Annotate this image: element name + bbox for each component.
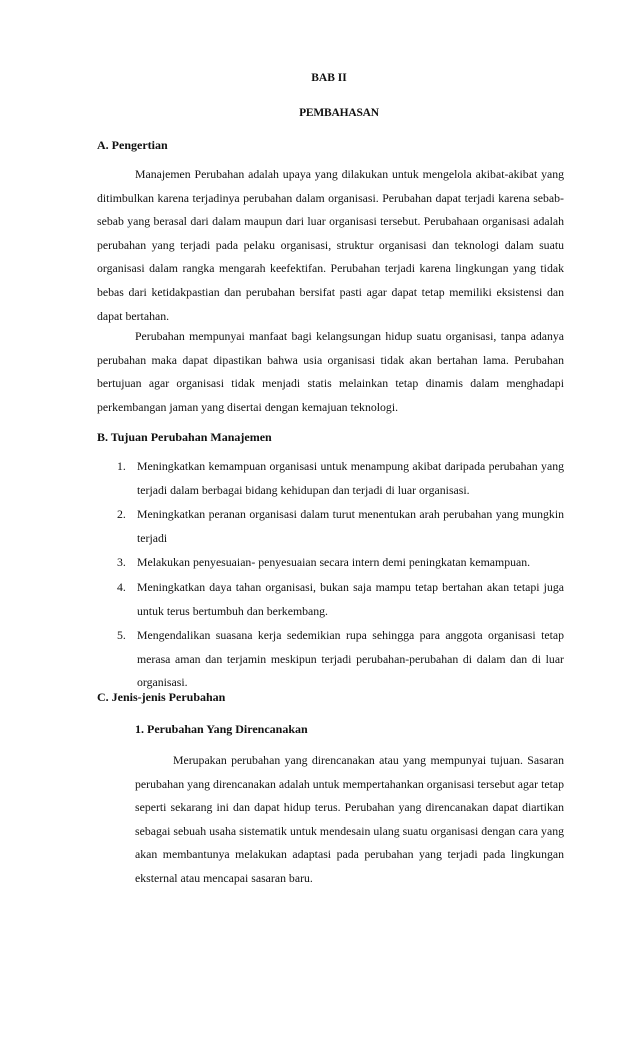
list-item-text: Meningkatkan daya tahan organisasi, bukan saja mampu tetap bertahan akan tetapi juga untuk terus bertumbuh dan berkembang. <box>137 579 564 618</box>
section-a-heading: A. Pengertian <box>97 138 168 152</box>
page-title: PEMBAHASAN <box>299 107 379 119</box>
list-item-number: 3. <box>117 555 126 570</box>
list-item-number: 2. <box>117 507 126 522</box>
list-item-number: 4. <box>117 579 126 594</box>
list-item-number: 1. <box>117 459 126 473</box>
list-item <box>97 455 564 502</box>
section-a-paragraph-1: Manajemen Perubahan adalah upaya yang dilakukan untuk mengelola akibat-akibat yang ditimbulkan karena terjadinya perubahan dalam organisasi. Perubahan dapat terjadi karena sebab-sebab yang berasal dari dalam maupun dari luar organisasi tersebut. Perubahaan organisasi adalah perubahan yang terjadi pada pelaku organisasi, struktur organisasi dan teknologi dalam suatu organisasi dalam rangka mengarah keefektifan. Perubahan terjadi karena lingkungan yang tidak bebas dari ketidakpastian dan perubahan bersifat pasti agar dapat tetap memiliki eksistensi dan dapat bertahan. <box>97 167 564 323</box>
objectives-list <box>97 455 564 696</box>
section-c-subheading-1: 1. Perubahan Yang Direncanakan <box>135 722 308 736</box>
list-item <box>97 551 564 575</box>
list-item-text: Meningkatkan peranan organisasi dalam turut menentukan arah perubahan yang mungkin terjadi <box>137 507 564 545</box>
list-item <box>97 503 564 550</box>
section-c-paragraph-1: Merupakan perubahan yang direncanakan atau yang mempunyai tujuan. Sasaran perubahan yang direncanakan adalah untuk mempertahankan organisasi tersebut agar tetap seperti sekarang ini dan dapat hidup terus. Perubahan yang direncanakan dapat diartikan sebagai sebuah usaha sistematik untuk mendesain ulang suatu organisasi dengan cara yang akan membantunya melakukan adaptasi pada perubahan yang terjadi pada lingkungan eksternal atau mencapai sasaran baru. <box>135 753 564 885</box>
chapter-label: BAB II <box>311 72 347 84</box>
list-item-number: 5. <box>117 628 126 643</box>
list-item-text: Mengendalikan suasana kerja sedemikian rupa sehingga para anggota organisasi tetap merasa aman dan terjamin meskipun terjadi perubahan-perubahan di dalam dan di luar organisasi. <box>137 628 564 690</box>
list-item <box>97 624 564 695</box>
section-c-heading: C. Jenis-jenis Perubahan <box>97 690 226 704</box>
list-item <box>97 576 564 623</box>
section-b-heading: B. Tujuan Perubahan Manajemen <box>97 430 272 444</box>
list-item-text: Meningkatkan kemampuan organisasi untuk menampung akibat daripada perubahan yang terjadi dalam berbagai bidang kehidupan dan terjadi di luar organisasi. <box>137 459 564 497</box>
list-item-text: Melakukan penyesuaian- penyesuaian secara intern demi peningkatan kemampuan. <box>137 555 531 570</box>
section-a-paragraph-2: Perubahan mempunyai manfaat bagi kelangsungan hidup suatu organisasi, tanpa adanya perubahan maka dapat dipastikan bahwa usia organisasi tidak akan bertahan lama. Perubahan bertujuan agar organisasi tidak menjadi statis melainkan tetap dinamis dalam menghadapi perkembangan jaman yang disertai dengan kemajuan teknologi. <box>97 329 564 414</box>
